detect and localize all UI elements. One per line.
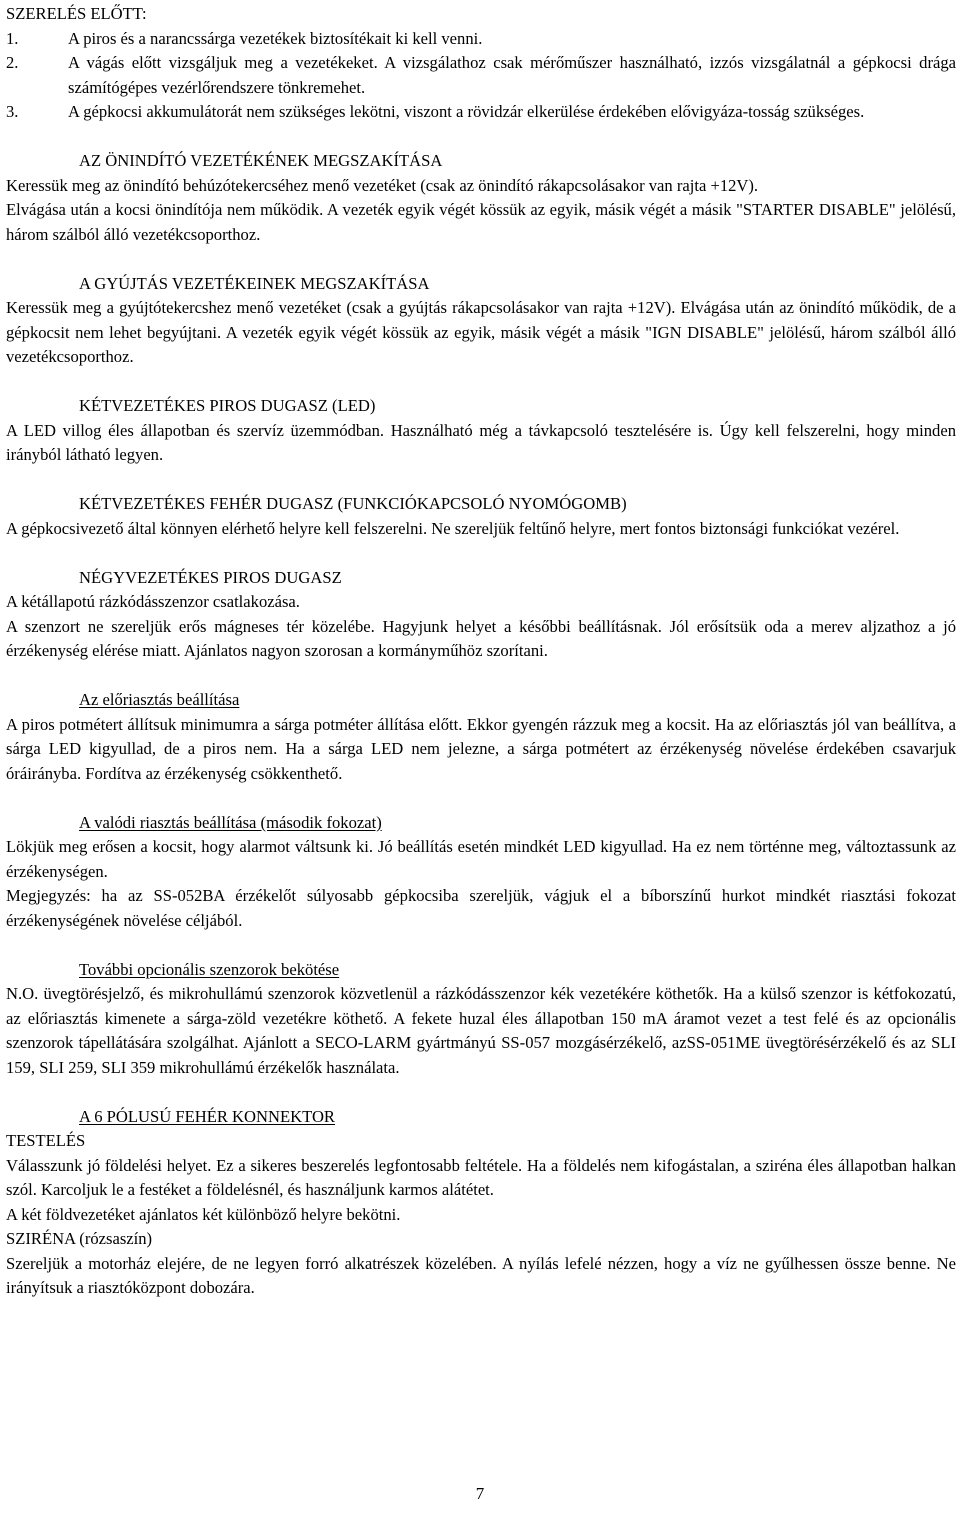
section-starter-cutoff bbox=[6, 149, 956, 247]
list-item-text: A piros és a narancssárga vezetékek biztosítékait ki kell venni. bbox=[68, 28, 483, 48]
paragraph: Megjegyzés: ha az SS-052BA érzékelőt súlyosabb gépkocsiba szereljük, vágjuk el a bíborszínű hurkot mindkét riasztási fokozat érzékenységének növelése céljából. bbox=[6, 886, 956, 930]
section-six-pin-connector bbox=[6, 1105, 956, 1301]
section-heading: AZ ÖNINDÍTÓ VEZETÉKÉNEK MEGSZAKÍTÁSA bbox=[79, 151, 443, 170]
section-heading bbox=[6, 811, 956, 836]
list-item bbox=[6, 27, 956, 52]
list-number: 2. bbox=[6, 53, 19, 72]
subheading: SZIRÉNA (rózsaszín) bbox=[6, 1229, 153, 1248]
section-before-installation bbox=[6, 2, 956, 125]
list-item-text: A vágás előtt vizsgáljuk meg a vezetékeket. A vizsgálathoz csak mérőműszer használható, izzós vizsgálatnál a gépkocsi drága számítógépes vezérlőrendszere tönkremehet. bbox=[68, 53, 956, 97]
paragraph: N.O. üvegtörésjelző, és mikrohullámú szenzorok közvetlenül a rázkódásszenzor kék vezetékére köthetők. Ha a külső szenzor is kétfokozatú, az előriasztás kimenete a sárga-zöld vezetékre köthető. A fekete huzal éles állapotban 150 mA áramot vezet a test felé és az opcionális szenzorok tápellátására szolgálhat. Ajánlott a SECO-LARM gyártmányú SS-057 mozgásérzékelő, azSS-051ME üvegtörésérzékelő és az SLI 159, SLI 259, SLI 359 mikrohullámú érzékelők használata. bbox=[6, 984, 956, 1077]
section-real-alarm-setup bbox=[6, 811, 956, 934]
section-heading: KÉTVEZETÉKES FEHÉR DUGASZ (FUNKCIÓKAPCSOLÓ NYOMÓGOMB) bbox=[79, 494, 627, 513]
paragraph: Elvágása után a kocsi önindítója nem működik. A vezeték egyik végét kössük az egyik, másik végét a másik "STARTER DISABLE" jelölésű, három szálból álló vezetékcsoporthoz. bbox=[6, 200, 956, 244]
paragraph: A két földvezetéket ajánlatos két különböző helyre bekötni. bbox=[6, 1204, 401, 1224]
section-heading bbox=[6, 688, 956, 713]
paragraph: A gépkocsivezető által könnyen elérhető helyre kell felszerelni. Ne szereljük feltűnő helyre, mert fontos biztonsági funkciókat vezérel. bbox=[6, 518, 900, 538]
section-heading-text: A 6 PÓLUSÚ FEHÉR KONNEKTOR bbox=[79, 1106, 335, 1126]
paragraph: Lökjük meg erősen a kocsit, hogy alarmot váltsunk ki. Jó beállítás esetén mindkét LED kigyullad. Ha ez nem történne meg, változtassunk az érzékenységen. bbox=[6, 837, 956, 881]
section-title: SZERELÉS ELŐTT: bbox=[6, 4, 147, 23]
paragraph: A kétállapotú rázkódásszenzor csatlakozása. bbox=[6, 592, 300, 611]
list-number: 3. bbox=[6, 102, 19, 121]
numbered-list bbox=[6, 27, 956, 125]
section-heading: NÉGYVEZETÉKES PIROS DUGASZ bbox=[79, 567, 342, 587]
paragraph: A LED villog éles állapotban és szervíz üzemmódban. Használható még a távkapcsoló tesztelésére is. Úgy kell felszerelni, hogy minden irányból látható legyen. bbox=[6, 420, 956, 464]
list-item-text: A gépkocsi akkumulátorát nem szükséges lekötni, viszont a rövidzár elkerülése érdekében elővigyáza-tosság szükséges. bbox=[68, 102, 865, 121]
subheading: TESTELÉS bbox=[6, 1131, 86, 1150]
section-four-wire-plug bbox=[6, 566, 956, 664]
paragraph: A szenzort ne szereljük erős mágneses tér közelébe. Hagyjunk helyet a későbbi beállításnak. Jól erősítsük oda a merev aljzathoz a jó érzékenység elérése miatt. Ajánlatos nagyon szorosan a kormányműhöz szorítani. bbox=[6, 616, 956, 660]
document-page bbox=[6, 2, 956, 1301]
paragraph: A piros potmétert állítsuk minimumra a sárga potméter állítása előtt. Ekkor gyengén rázzuk meg a kocsit. Ha az előriasztás jól van beállítva, a sárga LED kigyullad, de a piros nem. Ha a sárga LED nem jelezne, a sárga potmétert az érzékenység növelése érdekében csavarjuk óráirányba. Fordítva az érzékenység csökkenthető. bbox=[6, 714, 956, 783]
section-heading-text: Az előriasztás beállítása bbox=[79, 690, 240, 709]
section-red-plug-led bbox=[6, 394, 956, 468]
section-heading: A GYÚJTÁS VEZETÉKEINEK MEGSZAKÍTÁSA bbox=[79, 273, 430, 293]
section-heading-text: További opcionális szenzorok bekötése bbox=[79, 959, 340, 979]
section-heading-text: A valódi riasztás beállítása (második fokozat) bbox=[79, 812, 382, 832]
paragraph: Keressük meg a gyújtótekercshez menő vezetéket (csak a gyújtás rákapcsolásakor van rajta +12V). Elvágása után az önindító működik, de a gépkocsit nem lehet begyújtani. A vezeték egyik végét kössük az egyik, másik végét a másik "IGN DISABLE" jelölésű, három szálból álló vezetékcsoporthoz. bbox=[6, 298, 956, 366]
section-optional-sensors bbox=[6, 958, 956, 1081]
list-item bbox=[6, 51, 956, 100]
paragraph: Szereljük a motorház elejére, de ne legyen forró alkatrészek közelében. A nyílás lefelé nézzen, hogy a víz ne gyűlhessen össze benne. Ne irányítsuk a riasztóközpont dobozára. bbox=[6, 1253, 956, 1297]
page-number: 7 bbox=[475, 1484, 485, 1503]
section-ignition-cutoff bbox=[6, 272, 956, 370]
paragraph: Keressük meg az önindító behúzótekercséhez menő vezetéket (csak az önindító rákapcsolásakor van rajta +12V). bbox=[6, 175, 759, 195]
section-heading bbox=[6, 1105, 956, 1130]
section-prealarm-setup bbox=[6, 688, 956, 786]
section-white-plug-button bbox=[6, 492, 956, 541]
section-heading bbox=[6, 958, 956, 983]
paragraph: Válasszunk jó földelési helyet. Ez a sikeres beszerelés legfontosabb feltétele. Ha a földelés nem kifogástalan, a sziréna éles állapotban halkan szól. Karcoljuk le a festéket a földelésnél, és használjunk karmos alátétet. bbox=[6, 1155, 956, 1199]
list-item bbox=[6, 100, 956, 125]
list-number: 1. bbox=[6, 28, 19, 48]
section-heading: KÉTVEZETÉKES PIROS DUGASZ (LED) bbox=[79, 396, 376, 415]
